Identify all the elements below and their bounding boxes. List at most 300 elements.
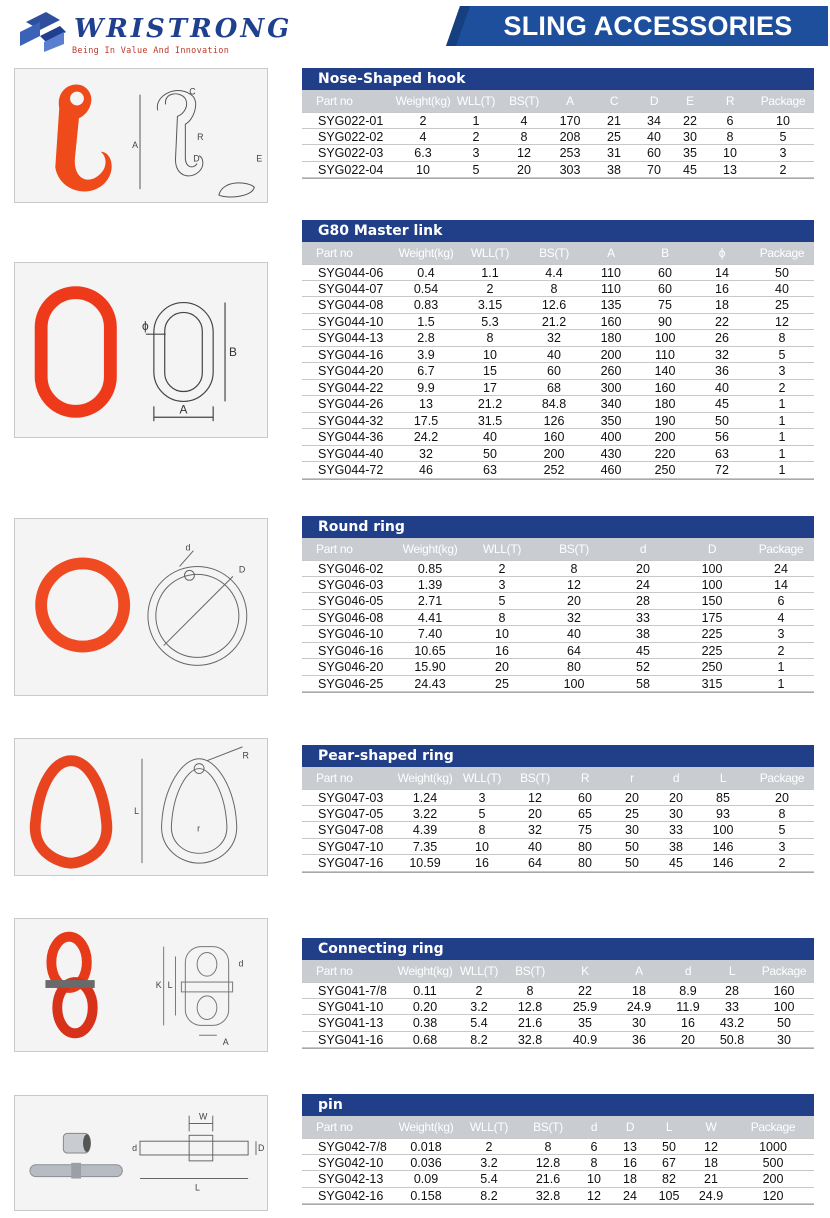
table-row (302, 610, 814, 627)
column-header: BS(T) (559, 542, 589, 556)
table-cell: 5 (779, 129, 787, 144)
table-cell: 43.2 (719, 1016, 745, 1030)
round-ring-diagram (148, 551, 247, 666)
table-row (302, 145, 814, 162)
table-cell: 32 (715, 347, 729, 362)
table-cell: 63 (715, 446, 729, 461)
table-cell: 315 (701, 676, 723, 691)
table-cell: 1 (778, 413, 786, 428)
table-cell: 52 (636, 660, 650, 674)
table-cell: 64 (528, 856, 542, 870)
table-cell: 20 (528, 806, 542, 821)
column-header: Weight(kg) (395, 94, 451, 108)
column-header: E (686, 94, 694, 108)
table-cell: 4.4 (545, 266, 563, 280)
table-cell: 18 (715, 298, 729, 312)
part-number-cell: SYG022-02 (318, 129, 384, 144)
table-cell: 146 (712, 856, 734, 870)
table-cell: 40 (715, 380, 729, 395)
table-cell: 460 (600, 463, 622, 477)
part-number-cell: SYG041-7/8 (318, 984, 387, 998)
table-cell: 50 (625, 856, 639, 870)
part-number-cell: SYG047-10 (318, 839, 384, 854)
table-cell: 2 (778, 380, 786, 395)
table-cell: 5 (778, 823, 786, 837)
table-header (302, 1116, 814, 1138)
pin-label-d-small: d (132, 1143, 138, 1154)
table-cell: 20 (681, 1032, 695, 1047)
table-cell: 0.158 (410, 1188, 442, 1203)
table-cell: 60 (547, 364, 561, 378)
column-header: d (639, 542, 647, 556)
part-number-cell: SYG044-13 (318, 331, 384, 345)
table-cell: 8 (590, 1155, 598, 1170)
table-cell: 11.9 (676, 999, 700, 1014)
red-connecting-ring-photo (45, 937, 94, 1034)
table-cell: 3.22 (412, 806, 438, 821)
table-cell: 150 (701, 594, 723, 608)
column-header: L (728, 964, 736, 978)
column-header: Part no (316, 94, 353, 108)
table-cell: 100 (701, 562, 723, 576)
table-cell: 50 (483, 446, 497, 461)
table-row (302, 982, 814, 999)
table-cell: 7.35 (412, 839, 438, 854)
table-row (302, 839, 814, 856)
table-row (302, 789, 814, 806)
section-title: Pear-shaped ring (302, 745, 814, 767)
table-cell: 1000 (759, 1140, 787, 1154)
table-cell: 135 (600, 298, 622, 312)
round-label-d-small: d (185, 542, 191, 553)
pear-label-big-r: R (242, 750, 249, 761)
table-cell: 200 (600, 347, 622, 362)
table-cell: 2 (498, 562, 506, 576)
table-cell: 100 (773, 999, 795, 1014)
table-body (302, 560, 814, 693)
table-cell: 38 (607, 162, 621, 177)
table-cell: 2 (777, 643, 785, 658)
table-cell: 1 (777, 660, 785, 674)
table-cell: 8 (526, 984, 534, 998)
part-number-cell: SYG044-08 (318, 298, 384, 312)
table-cell: 10.65 (414, 643, 446, 658)
table-cell: 200 (762, 1172, 784, 1186)
table-header (302, 242, 814, 264)
table-cell: 1 (472, 114, 480, 128)
part-number-cell: SYG044-07 (318, 281, 384, 296)
table-cell: 208 (559, 129, 581, 144)
table-row (302, 264, 814, 281)
table-cell: 400 (600, 430, 622, 444)
table-row (302, 560, 814, 577)
table-header (302, 767, 814, 789)
table-cell: 0.83 (413, 298, 439, 312)
table-row (302, 297, 814, 314)
table-cell: 1 (778, 446, 786, 461)
table-cell: 3 (778, 839, 786, 854)
table-cell: 500 (762, 1155, 784, 1170)
table-cell: 35 (578, 1016, 592, 1030)
table-cell: 64 (567, 643, 581, 658)
table-cell: 13 (623, 1140, 637, 1154)
table-cell: 200 (543, 446, 565, 461)
table-cell: 93 (716, 806, 730, 821)
table-cell: 160 (543, 430, 565, 444)
part-number-cell: SYG044-16 (318, 347, 384, 362)
table-pear-shaped-ring (302, 745, 814, 873)
column-header: L (665, 1120, 673, 1134)
table-cell: 38 (636, 627, 650, 641)
part-number-cell: SYG044-26 (318, 397, 384, 411)
round-ring-image (14, 518, 268, 696)
table-cell: 140 (654, 364, 676, 378)
table-row (302, 380, 814, 397)
table-cell: 8.2 (470, 1032, 488, 1047)
table-cell: 12 (517, 146, 531, 160)
hook-label-r: R (197, 131, 204, 142)
part-number-cell: SYG047-08 (318, 823, 384, 837)
hook-image (14, 68, 268, 203)
table-body (302, 112, 814, 179)
table-cell: 7.40 (417, 627, 443, 641)
table-cell: 24 (623, 1188, 637, 1203)
table-cell: 24.9 (698, 1188, 724, 1203)
table-cell: 160 (600, 314, 622, 329)
table-cell: 33 (669, 823, 683, 837)
table-cell: 21.6 (535, 1172, 561, 1186)
part-number-cell: SYG044-40 (318, 446, 384, 461)
table-cell: 1 (777, 676, 785, 691)
table-cell: 225 (701, 643, 723, 658)
table-cell: 67 (662, 1155, 676, 1170)
table-cell: 32 (567, 610, 581, 625)
table-cell: 5.3 (481, 314, 499, 329)
table-cell: 17 (483, 380, 497, 395)
table-cell: 13 (723, 162, 737, 177)
part-number-cell: SYG047-16 (318, 856, 384, 870)
table-cell: 8 (544, 1140, 552, 1154)
conn-label-l: L (167, 979, 173, 990)
table-cell: 80 (578, 856, 592, 870)
table-header (302, 538, 814, 560)
table-cell: 40 (647, 129, 661, 144)
table-cell: 17.5 (413, 413, 439, 428)
table-cell: 30 (669, 806, 683, 821)
table-cell: 6 (590, 1140, 598, 1154)
table-cell: 0.20 (412, 999, 438, 1014)
table-row (302, 281, 814, 298)
table-cell: 28 (636, 594, 650, 608)
column-header: BS(T) (520, 771, 550, 785)
table-cell: 10 (416, 162, 430, 177)
column-header: ϕ (718, 246, 726, 260)
table-cell: 2 (472, 129, 480, 144)
table-cell: 10 (776, 114, 790, 128)
table-cell: 40 (528, 839, 542, 854)
table-cell: 72 (715, 463, 729, 477)
column-header: WLL(T) (459, 964, 499, 978)
part-number-cell: SYG041-16 (318, 1032, 384, 1047)
table-cell: 6 (777, 594, 785, 608)
table-cell: 18 (623, 1172, 637, 1186)
table-cell: 50 (715, 413, 729, 428)
table-cell: 6.3 (414, 146, 432, 160)
table-cell: 10 (495, 627, 509, 641)
section-title: pin (302, 1094, 814, 1116)
hook-label-a: A (132, 139, 139, 150)
part-number-cell: SYG022-01 (318, 114, 384, 128)
table-cell: 31.5 (477, 413, 503, 428)
table-cell: 45 (715, 397, 729, 411)
table-cell: 2 (778, 856, 786, 870)
table-cell: 12 (704, 1140, 718, 1154)
column-header: R (725, 94, 735, 108)
table-cell: 10.59 (409, 856, 441, 870)
pin-label-l: L (195, 1182, 200, 1193)
table-row (302, 413, 814, 430)
table-cell: 24 (774, 562, 788, 576)
table-cell: 303 (559, 162, 581, 177)
table-cell: 34 (647, 114, 661, 128)
pear-label-l: L (134, 805, 140, 816)
hook-label-d: D (193, 153, 200, 164)
brand-name: WRISTRONG (74, 14, 293, 44)
table-cell: 20 (636, 562, 650, 576)
table-cell: 25.9 (572, 999, 598, 1014)
column-header: BS(T) (539, 246, 569, 260)
table-cell: 26 (715, 331, 729, 345)
table-cell: 65 (578, 806, 592, 821)
column-header: C (609, 94, 619, 108)
part-number-cell: SYG044-10 (318, 314, 384, 329)
table-cell: 25 (625, 806, 639, 821)
table-cell: 200 (654, 430, 676, 444)
part-number-cell: SYG047-03 (318, 791, 384, 805)
part-number-cell: SYG046-16 (318, 643, 384, 658)
table-cell: 60 (658, 266, 672, 280)
table-cell: 36 (715, 364, 729, 378)
table-cell: 8.2 (480, 1188, 498, 1203)
table-cell: 126 (543, 413, 565, 428)
table-cell: 3 (478, 791, 486, 805)
table-cell: 40 (567, 627, 581, 641)
column-header: D (649, 94, 659, 108)
table-cell: 100 (701, 577, 723, 592)
column-header: Package (761, 964, 807, 978)
table-cell: 0.38 (412, 1016, 438, 1030)
part-number-cell: SYG042-7/8 (318, 1140, 387, 1154)
column-header: WLL(T) (462, 771, 502, 785)
table-cell: 100 (712, 823, 734, 837)
part-number-cell: SYG022-03 (318, 146, 384, 160)
table-cell: 110 (601, 266, 621, 280)
table-cell: 16 (715, 281, 729, 296)
master-label-a: A (179, 402, 188, 417)
table-cell: 35 (683, 146, 697, 160)
table-body (302, 1138, 814, 1205)
column-header: Weight(kg) (402, 542, 458, 556)
column-header: W (705, 1120, 717, 1134)
pin-label-w: W (198, 1111, 208, 1122)
table-cell: 36 (632, 1032, 646, 1047)
hook-label-c: C (189, 86, 196, 97)
part-number-cell: SYG042-10 (318, 1155, 384, 1170)
part-number-cell: SYG022-04 (318, 162, 384, 177)
column-header: d (684, 964, 692, 978)
table-cell: 32.8 (535, 1188, 561, 1203)
part-number-cell: SYG041-13 (318, 1016, 384, 1030)
red-hook-photo (55, 85, 111, 192)
table-cell: 22 (683, 114, 697, 128)
table-cell: 4 (777, 610, 785, 625)
table-cell: 16 (495, 643, 509, 658)
table-cell: 160 (773, 984, 795, 998)
table-round-ring (302, 516, 814, 693)
table-cell: 252 (543, 463, 565, 477)
table-cell: 3.15 (477, 298, 503, 312)
table-cell: 50 (777, 1016, 791, 1030)
table-cell: 8 (778, 806, 786, 821)
column-header: A (566, 94, 574, 108)
column-header: r (630, 771, 634, 785)
table-cell: 32 (419, 446, 433, 461)
table-row (302, 643, 814, 660)
column-header: Package (759, 246, 805, 260)
table-row (302, 577, 814, 594)
table-nose-shaped-hook (302, 68, 814, 179)
table-cell: 1.5 (417, 314, 435, 329)
column-header: d (672, 771, 680, 785)
table-cell: 12.8 (535, 1155, 561, 1170)
table-row (302, 593, 814, 610)
table-cell: 24 (636, 577, 650, 592)
table-cell: 1.39 (417, 577, 443, 592)
table-cell: 10 (723, 146, 737, 160)
table-row (302, 429, 814, 446)
table-cell: 1 (778, 463, 786, 477)
table-cell: 70 (647, 162, 661, 177)
table-cell: 2 (475, 984, 483, 998)
table-cell: 33 (725, 999, 739, 1014)
table-cell: 4.39 (412, 823, 438, 837)
table-cell: 90 (658, 314, 672, 329)
table-cell: 350 (600, 413, 622, 428)
table-cell: 75 (578, 823, 592, 837)
table-cell: 16 (623, 1155, 637, 1170)
table-row (302, 1171, 814, 1188)
table-cell: 40.9 (572, 1032, 598, 1047)
table-cell: 12 (775, 314, 789, 329)
table-cell: 20 (567, 594, 581, 608)
page-title: SLING ACCESSORIES (503, 11, 793, 41)
table-cell: 21.6 (517, 1016, 543, 1030)
column-header: d (590, 1120, 598, 1134)
column-header: BS(T) (515, 964, 545, 978)
table-cell: 1.24 (412, 791, 438, 805)
table-cell: 13 (419, 397, 433, 411)
table-cell: 30 (625, 823, 639, 837)
table-cell: 30 (777, 1032, 791, 1047)
table-cell: 32.8 (517, 1032, 543, 1047)
table-cell: 1 (778, 397, 786, 411)
table-cell: 0.018 (410, 1140, 442, 1154)
table-cell: 170 (559, 114, 581, 128)
table-cell: 3 (778, 364, 786, 378)
table-cell: 24.2 (413, 430, 439, 444)
pin-photo (30, 1133, 122, 1178)
table-cell: 120 (762, 1188, 784, 1203)
conn-label-d: d (238, 958, 244, 969)
conn-label-a: A (222, 1037, 229, 1048)
table-cell: 25 (607, 129, 621, 144)
column-header: Package (750, 1120, 796, 1134)
table-cell: 2 (486, 281, 494, 296)
table-cell: 190 (654, 413, 676, 428)
table-cell: 15.90 (414, 660, 446, 674)
table-cell: 12 (567, 577, 581, 592)
column-header: WLL(T) (482, 542, 522, 556)
table-cell: 18 (632, 984, 646, 998)
table-cell: 300 (600, 380, 622, 395)
table-cell: 3 (472, 146, 480, 160)
table-cell: 250 (654, 463, 676, 477)
table-body (302, 264, 814, 480)
master-link-image (14, 262, 268, 438)
table-cell: 40 (547, 347, 561, 362)
table-row (302, 314, 814, 331)
table-cell: 260 (600, 364, 622, 378)
table-cell: 100 (563, 676, 585, 691)
table-row (302, 446, 814, 463)
hook-label-e: E (256, 153, 263, 164)
table-cell: 220 (654, 446, 676, 461)
table-cell: 28 (725, 984, 739, 998)
table-cell: 5.4 (470, 1016, 488, 1030)
table-cell: 21.2 (477, 397, 503, 411)
column-header: Weight(kg) (398, 246, 454, 260)
table-cell: 4.41 (417, 610, 443, 625)
table-row (302, 1015, 814, 1032)
table-cell: 12.8 (517, 999, 543, 1014)
column-header: D (707, 542, 717, 556)
part-number-cell: SYG046-05 (318, 594, 384, 608)
table-cell: 16 (475, 856, 489, 870)
table-cell: 2.71 (417, 594, 443, 608)
table-row (302, 347, 814, 364)
table-cell: 0.4 (417, 266, 435, 280)
column-header: Weight(kg) (397, 771, 453, 785)
table-row (302, 162, 814, 179)
connecting-ring-image (14, 918, 268, 1052)
table-cell: 40 (775, 281, 789, 296)
table-cell: 5 (478, 806, 486, 821)
table-cell: 25 (775, 298, 789, 312)
table-cell: 0.54 (413, 281, 439, 296)
table-row (302, 626, 814, 643)
table-cell: 10 (587, 1172, 601, 1186)
table-cell: 110 (655, 347, 675, 362)
table-cell: 0.036 (410, 1155, 442, 1170)
table-cell: 5 (472, 162, 480, 177)
round-label-d-large: D (238, 564, 246, 575)
table-cell: 50 (662, 1140, 676, 1154)
part-number-cell: SYG041-10 (318, 999, 384, 1014)
table-cell: 430 (600, 446, 622, 461)
column-header: Package (759, 771, 805, 785)
table-row (302, 676, 814, 693)
table-row (302, 822, 814, 839)
